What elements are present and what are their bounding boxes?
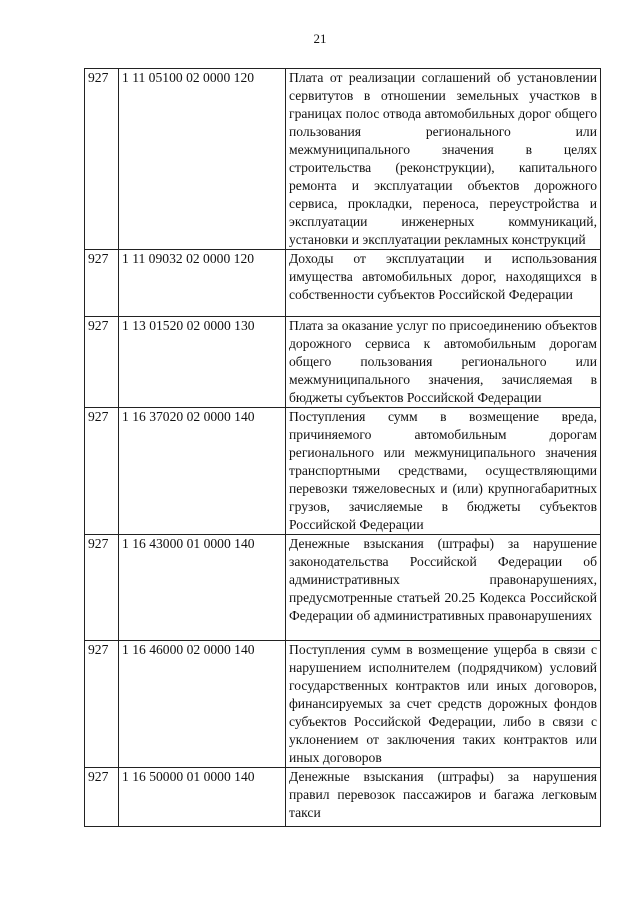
description-cell: Плата от реализации соглашений об установлении сервитутов в отношении земельных участков в границах полос отвода автомобильных дорог общего пользования регионального или межмуниципального значения в целях строительства (реконструкции), капитального ремонта и эксплуатации объектов дорожного сервиса, прокладки, переноса, переустройства и эксплуатации инженерных коммуникаций, установки и эксплуатации рекламных конструкций	[286, 69, 601, 250]
budget-code-cell: 1 16 43000 01 0000 140	[119, 535, 286, 641]
budget-code-cell: 1 16 37020 02 0000 140	[119, 408, 286, 535]
table-row	[85, 250, 601, 317]
table-row	[85, 768, 601, 827]
table-row	[85, 408, 601, 535]
description-cell: Плата за оказание услуг по присоединению объектов дорожного сервиса к автомобильным дорогам общего пользования регионального или межмуниципального значения, зачисляемая в бюджеты субъектов Российской Федерации	[286, 317, 601, 408]
page-number: 21	[313, 31, 327, 46]
admin-code-cell: 927	[85, 250, 119, 317]
budget-code-cell: 1 16 50000 01 0000 140	[119, 768, 286, 827]
revenue-codes-table	[84, 68, 601, 827]
table-row	[85, 69, 601, 250]
admin-code-cell: 927	[85, 535, 119, 641]
admin-code-cell: 927	[85, 69, 119, 250]
table-row	[85, 317, 601, 408]
budget-code-cell: 1 11 09032 02 0000 120	[119, 250, 286, 317]
description-cell: Денежные взыскания (штрафы) за нарушения правил перевозок пассажиров и багажа легковым такси	[286, 768, 601, 827]
table-row	[85, 641, 601, 768]
description-cell: Доходы от эксплуатации и использования имущества автомобильных дорог, находящихся в собственности субъектов Российской Федерации	[286, 250, 601, 317]
budget-code-cell: 1 16 46000 02 0000 140	[119, 641, 286, 768]
budget-code-cell: 1 11 05100 02 0000 120	[119, 69, 286, 250]
admin-code-cell: 927	[85, 317, 119, 408]
budget-code-cell: 1 13 01520 02 0000 130	[119, 317, 286, 408]
description-cell: Поступления сумм в возмещение вреда, причиняемого автомобильным дорогам регионального или межмуниципального значения транспортными средствами, осуществляющими перевозки тяжеловесных и (или) крупногабаритных грузов, зачисляемые в бюджеты субъектов Российской Федерации	[286, 408, 601, 535]
description-cell: Денежные взыскания (штрафы) за нарушение законодательства Российской Федерации об административных правонарушениях, предусмотренные статьей 20.25 Кодекса Российской Федерации об административных правонарушениях	[286, 535, 601, 641]
table-row	[85, 535, 601, 641]
admin-code-cell: 927	[85, 641, 119, 768]
description-cell: Поступления сумм в возмещение ущерба в связи с нарушением исполнителем (подрядчиком) условий государственных контрактов или иных договоров, финансируемых за счет средств дорожных фондов субъектов Российской Федерации, либо в связи с уклонением от заключения таких контрактов или иных договоров	[286, 641, 601, 768]
admin-code-cell: 927	[85, 768, 119, 827]
admin-code-cell: 927	[85, 408, 119, 535]
